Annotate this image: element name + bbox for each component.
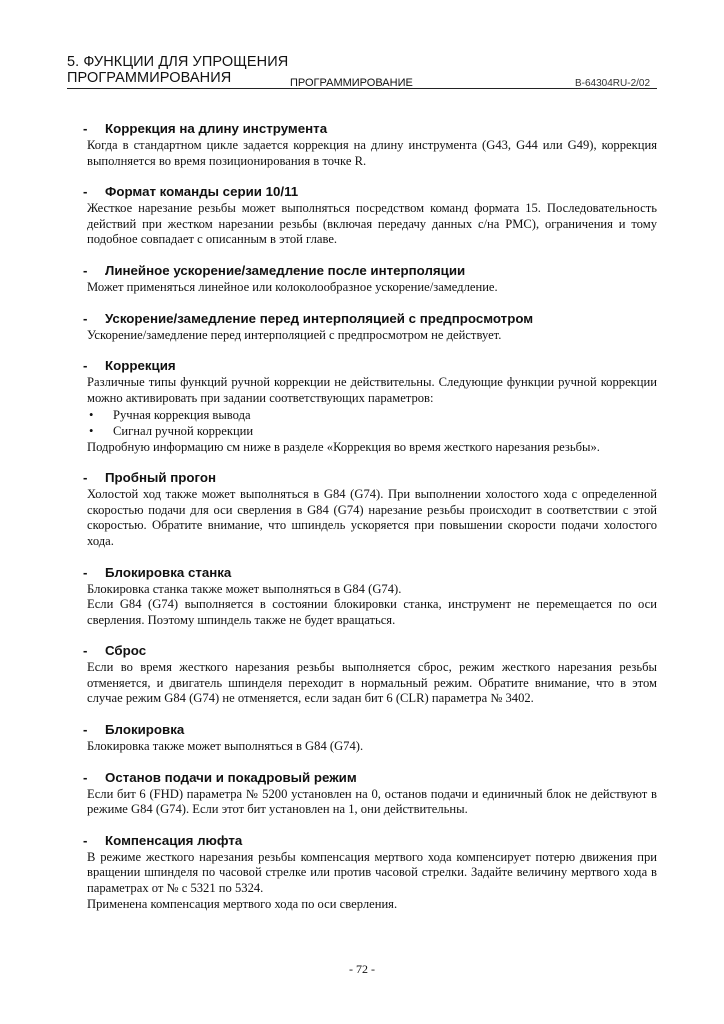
paragraph: Если бит 6 (FHD) параметра № 5200 установлен на 0, останов подачи и единичный блок не действуют в режиме G84 (G74). Если этот бит установлен на 1, они действительны. — [87, 786, 657, 817]
heading-text: Блокировка — [105, 722, 185, 738]
section-heading — [83, 832, 657, 849]
section-heading — [83, 721, 657, 738]
chapter-title — [67, 54, 288, 86]
section-tool-length-compensation — [83, 120, 657, 169]
paragraph: Может применяться линейное или колоколообразное ускорение/замедление. — [87, 279, 498, 294]
page-number: - 72 - — [349, 962, 375, 976]
section-heading — [83, 769, 657, 786]
header-divider — [67, 88, 657, 89]
section-heading — [83, 564, 657, 581]
section-override — [83, 357, 657, 455]
section-name: ПРОГРАММИРОВАНИЕ — [290, 77, 413, 89]
paragraph: Блокировка станка также может выполняться в G84 (G74). — [87, 581, 402, 596]
heading-dash: - — [83, 643, 88, 659]
heading-text: Компенсация люфта — [105, 832, 243, 848]
heading-dash: - — [83, 470, 88, 486]
section-heading — [83, 183, 657, 200]
section-heading — [83, 469, 657, 486]
list-item — [87, 408, 657, 424]
paragraph: Блокировка также может выполняться в G84 (G74). — [87, 739, 364, 754]
paragraph: Если во время жесткого нарезания резьбы выполняется сброс, режим жесткого нарезания резьбы отменяется, и двигатель шпинделя переходит в нормальный режим. Обратите внимание, что в этом случае режим G84 (G74) не отменяется, если задан бит 6 (CLR) параметра № 3402. — [87, 660, 657, 706]
list-item — [87, 424, 657, 440]
chapter-title-line1: 5. ФУНКЦИИ ДЛЯ УПРОЩЕНИЯ — [67, 54, 289, 70]
section-dry-run — [83, 469, 657, 549]
section-heading — [83, 642, 657, 659]
paragraph: В режиме жесткого нарезания резьбы компенсация мертвого хода компенсирует потерю движения при вращении шпинделя по часовой стрелке или против часовой стрелки. Задайте величину мертвого хода в параметрах от № с 5321 по 5324. — [87, 849, 657, 896]
list-item-text: Сигнал ручной коррекции — [113, 423, 254, 438]
bullet-list — [87, 408, 657, 439]
section-reset — [83, 642, 657, 707]
section-interlock — [83, 721, 657, 755]
paragraph: Жесткое нарезание резьбы может выполняться посредством команд формата 15. Последовательность действий при жестком нарезании резьбы (включая передачу данных с/на PMC), ограничения и тому подобное совпадает с описанным в этой главе. — [87, 201, 657, 247]
document-number: B-64304RU-2/02 — [575, 78, 651, 89]
section-machine-lock — [83, 564, 657, 629]
heading-text: Коррекция на длину инструмента — [105, 121, 328, 136]
section-backlash-compensation — [83, 832, 657, 912]
paragraph: Подробную информацию см ниже в разделе «Коррекция во время жесткого нарезания резьбы». — [87, 439, 600, 454]
section-feed-hold-single-block — [83, 769, 657, 818]
section-heading — [83, 120, 657, 137]
list-item-text: Ручная коррекция вывода — [113, 408, 251, 423]
section-series-10-11-format — [83, 183, 657, 248]
heading-dash: - — [83, 564, 88, 580]
heading-dash: - — [83, 832, 88, 848]
paragraph: Ускорение/замедление перед интерполяцией с предпросмотром не действует. — [87, 327, 502, 342]
heading-text: Ускорение/замедление перед интерполяцией с предпросмотром — [105, 310, 534, 326]
section-heading — [83, 310, 657, 327]
heading-text: Останов подачи и покадровый режим — [105, 769, 357, 785]
paragraph: Холостой ход также может выполняться в G84 (G74). При выполнении холостого хода с определенной скоростью подачи для оси сверления в G84 (G74) нарезание резьбы происходит в соответствии с этой скоростью. Обратите внимание, что шпиндель ускоряется при повышении скорости подачи холостого хода. — [87, 487, 657, 548]
heading-text: Линейное ускорение/замедление после интерполяции — [105, 262, 466, 278]
chapter-title-line2: ПРОГРАММИРОВАНИЯ — [67, 70, 232, 86]
paragraph: Применена компенсация мертвого хода по оси сверления. — [87, 896, 398, 911]
section-linear-acceleration — [83, 262, 657, 296]
heading-dash: - — [83, 769, 88, 785]
heading-dash: - — [83, 358, 88, 374]
page-body — [83, 120, 657, 926]
heading-dash: - — [83, 262, 88, 278]
bullet-icon: • — [89, 408, 94, 423]
heading-dash: - — [83, 310, 88, 326]
heading-text: Блокировка станка — [105, 564, 232, 580]
heading-text: Пробный прогон — [105, 470, 217, 486]
bullet-icon: • — [89, 423, 94, 438]
section-lookahead-acceleration — [83, 310, 657, 344]
paragraph: Если G84 (G74) выполняется в состоянии блокировки станка, инструмент не перемещается по оси сверления. Поэтому шпиндель также не будет вращаться. — [87, 597, 657, 627]
section-heading — [83, 262, 657, 279]
paragraph: Когда в стандартном цикле задается коррекция на длину инструмента (G43, G44 или G49), коррекция выполняется во время позиционирования в точке R. — [87, 138, 657, 168]
heading-text: Коррекция — [105, 358, 176, 374]
heading-dash: - — [83, 121, 88, 136]
heading-dash: - — [83, 184, 88, 200]
heading-text: Сброс — [105, 643, 147, 659]
section-heading — [83, 357, 657, 374]
heading-text: Формат команды серии 10/11 — [105, 184, 299, 200]
heading-dash: - — [83, 722, 88, 738]
paragraph: Различные типы функций ручной коррекции не действительны. Следующие функции ручной коррекции можно активировать при задании соответствующих параметров: — [87, 375, 657, 405]
